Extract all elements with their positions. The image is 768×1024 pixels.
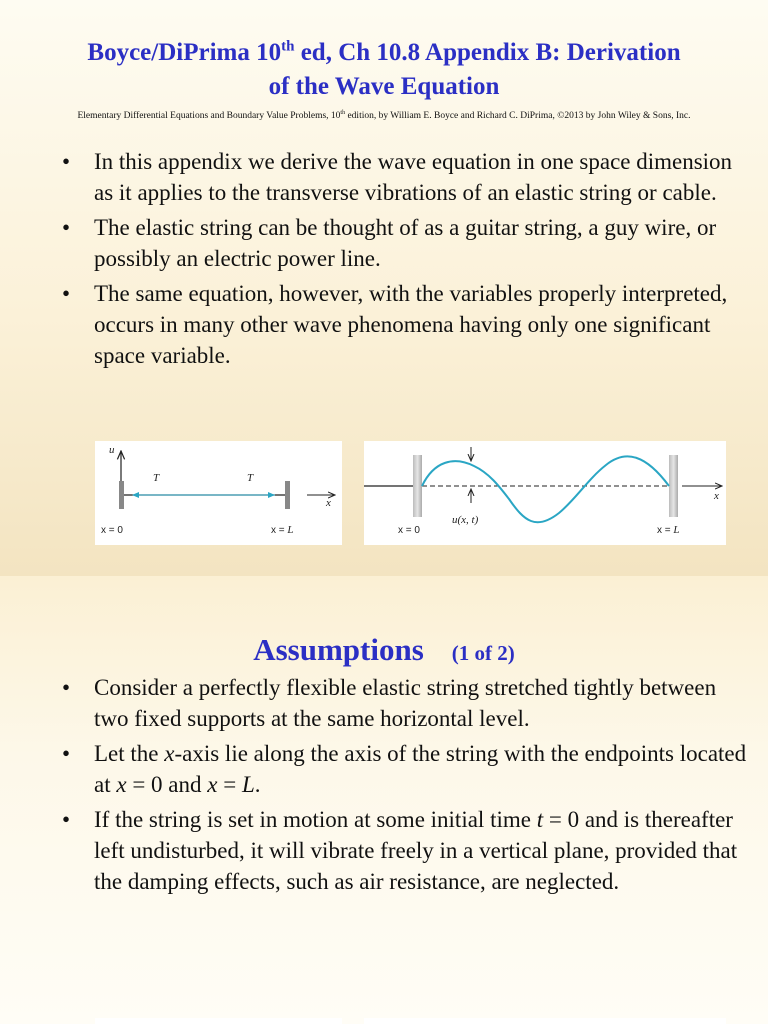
x-L-label: x = L — [271, 524, 294, 536]
x-zero-label: x = 0 — [101, 525, 123, 536]
left-support — [119, 481, 124, 509]
bullet-item — [62, 672, 752, 734]
bullet-marker: • — [62, 807, 71, 832]
bullet-marker: • — [62, 215, 71, 240]
left-post — [413, 455, 422, 517]
tension-label-right: T — [247, 472, 254, 484]
bullet-item — [62, 212, 752, 274]
bullet-marker: • — [62, 741, 71, 766]
displacement-label: u(x, t) — [452, 514, 479, 526]
textbook-credit — [0, 111, 768, 121]
credit-text: Elementary Differential Equations and Boundary Value Problems, 10 — [77, 111, 341, 121]
assumptions-title — [0, 632, 768, 668]
bullet-text: The same equation, however, with the variables properly interpreted, occurs in many other wave phenomena having only one significant space variable. — [94, 281, 728, 368]
bullet-item — [62, 738, 752, 800]
figure-string-at-rest — [95, 441, 342, 545]
right-post — [669, 455, 678, 517]
slide-assumptions — [0, 576, 768, 1024]
credit-text: edition, by William E. Boyce and Richard C. DiPrima, ©2013 by John Wiley & Sons, Inc. — [345, 111, 691, 121]
credit-superscript: th — [340, 109, 346, 116]
string-at-rest-diagram — [95, 441, 342, 545]
x-axis-label: x — [714, 490, 719, 502]
title-text-part: Boyce/DiPrima 10 — [87, 39, 282, 66]
title-line-2: of the Wave Equation — [268, 73, 500, 100]
tension-label-left: T — [153, 472, 160, 484]
bullet-marker: • — [62, 675, 71, 700]
next-figure-peek-right — [364, 1018, 726, 1024]
x-zero-label: x = 0 — [398, 525, 420, 536]
slide-counter: (1 of 2) — [451, 641, 515, 665]
bullet-item — [62, 804, 752, 897]
u-axis-label: u — [109, 444, 115, 456]
slide-title — [20, 36, 748, 104]
bullet-text: Let the x-axis lie along the axis of the string with the endpoints located at x = 0 and x = L. — [94, 741, 747, 797]
bullet-item — [62, 278, 752, 371]
right-support — [285, 481, 290, 509]
title-text-part: ed, Ch 10.8 Appendix B: Derivation — [294, 39, 681, 66]
bullet-text: Consider a perfectly flexible elastic string stretched tightly between two fixed supports at the same horizontal level. — [94, 675, 717, 731]
next-figure-peek-left — [95, 1018, 342, 1024]
x-axis-label: x — [326, 497, 331, 509]
wave-curve — [422, 456, 669, 522]
bullet-marker: • — [62, 281, 71, 306]
figure-string-displaced — [364, 441, 726, 545]
assumptions-heading: Assumptions — [253, 632, 424, 667]
string-displaced-diagram — [364, 441, 726, 545]
assumptions-bullet-list — [62, 672, 752, 901]
bullet-text: In this appendix we derive the wave equation in one space dimension as it applies to the transverse vibrations of an elastic string or cable. — [94, 149, 733, 205]
intro-bullet-list — [62, 146, 752, 375]
bullet-text: If the string is set in motion at some initial time t = 0 and is thereafter left undisturbed, it will vibrate freely in a vertical plane, provided that the damping effects, such as air resistance, are neglected. — [94, 807, 738, 894]
bullet-item — [62, 146, 752, 208]
title-superscript: th — [281, 38, 295, 55]
bullet-marker: • — [62, 149, 71, 174]
x-L-label: x = L — [657, 524, 680, 536]
bullet-text: The elastic string can be thought of as a guitar string, a guy wire, or possibly an electric power line. — [94, 215, 717, 271]
